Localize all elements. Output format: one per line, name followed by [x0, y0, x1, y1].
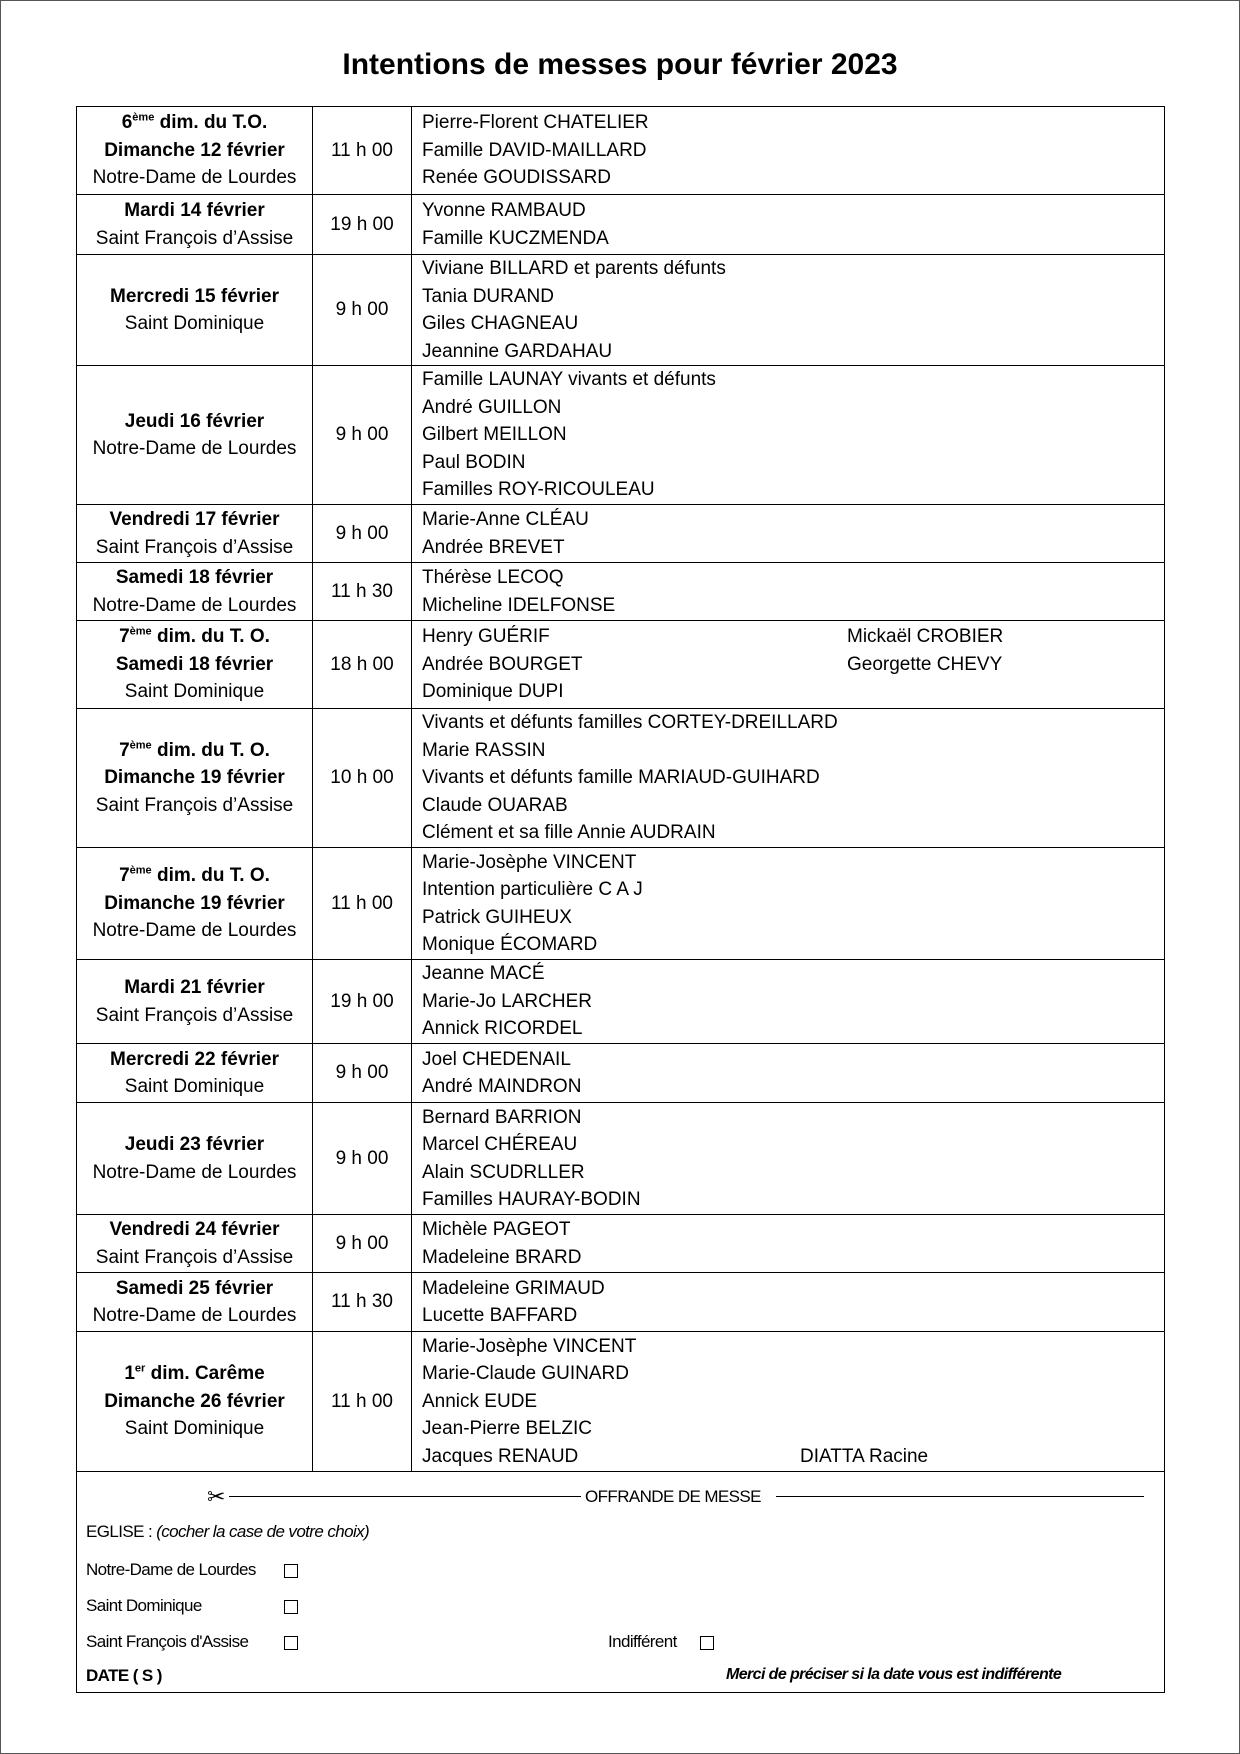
mass-date: Mercredi 15 février	[110, 285, 279, 307]
church-name: Notre-Dame de Lourdes	[92, 438, 297, 459]
day-cell	[77, 505, 313, 563]
intention-name: Alain SCUDRLLER	[422, 1161, 585, 1183]
intention-name: DIATTA Racine	[800, 1445, 929, 1467]
intention-line	[422, 1443, 1164, 1471]
option-label: Saint Dominique	[86, 1596, 202, 1615]
table-row	[77, 1215, 1165, 1273]
intention-name: André MAINDRON	[422, 1076, 582, 1097]
intention-name: Tania DURAND	[422, 285, 554, 307]
mass-date: Mardi 21 février	[124, 977, 265, 998]
day-cell	[77, 107, 313, 195]
day-cell	[77, 366, 313, 505]
intention-name: Famille KUCZMENDA	[422, 227, 609, 249]
mass-time: 9 h 00	[313, 1215, 412, 1273]
day-cell	[77, 563, 313, 621]
intention-line	[422, 1388, 1164, 1416]
intention-name: Jeannine GARDAHAU	[422, 340, 613, 362]
intentions-cell	[412, 709, 1165, 848]
mass-time: 19 h 00	[313, 195, 412, 255]
table-row	[77, 848, 1165, 960]
intention-name: Jeanne MACÉ	[422, 963, 545, 985]
checkbox-saint-dominique[interactable]	[284, 1600, 298, 1614]
cut-line	[143, 1486, 1143, 1508]
intentions-cell	[412, 1103, 1165, 1215]
table-row	[77, 107, 1165, 195]
church-name: Notre-Dame de Lourdes	[92, 1305, 297, 1326]
church-name: Notre-Dame de Lourdes	[92, 594, 297, 616]
intention-name: Marcel CHÉREAU	[422, 1134, 578, 1155]
intentions-cell	[412, 195, 1165, 255]
intention-name: Micheline IDELFONSE	[422, 594, 616, 616]
mass-time: 9 h 00	[313, 1103, 412, 1215]
liturgical-day	[77, 1360, 312, 1388]
mass-date: Dimanche 19 février	[104, 892, 285, 914]
church-name: Saint François d’Assise	[95, 536, 294, 558]
mass-date: Mercredi 22 février	[110, 1048, 279, 1070]
date-note: Merci de préciser si la date vous est indifférente	[726, 1666, 1062, 1683]
page-title: Intentions de messes pour février 2023	[342, 48, 898, 81]
checkbox-notre-dame[interactable]	[284, 1564, 298, 1578]
intention-name: Jean-Pierre BELZIC	[422, 1418, 593, 1440]
ordinal: 7	[119, 739, 130, 761]
liturgical-label: dim. du T.O.	[154, 112, 268, 134]
mass-date: Dimanche 26 février	[104, 1390, 285, 1412]
intention-name	[847, 1360, 1164, 1388]
intention-name	[847, 1415, 1164, 1443]
mass-time: 11 h 30	[313, 563, 412, 621]
intentions-cell	[412, 848, 1165, 960]
intention-name	[847, 1388, 1164, 1416]
option-indifferent	[608, 1632, 677, 1652]
ordinal: 6	[121, 112, 133, 134]
intention-name: Renée GOUDISSARD	[422, 167, 612, 189]
ordinal-suffix: ème	[129, 625, 152, 638]
intentions-cell	[412, 505, 1165, 563]
mass-time: 11 h 00	[313, 1332, 412, 1472]
mass-date: Vendredi 24 février	[109, 1219, 280, 1240]
mass-date: Dimanche 12 février	[104, 139, 285, 161]
mass-time: 9 h 00	[313, 1044, 412, 1103]
day-cell	[77, 1273, 313, 1332]
offering-coupon	[76, 1474, 1165, 1692]
church-name: Saint Dominique	[124, 1418, 265, 1440]
church-name: Saint François d’Assise	[95, 794, 294, 816]
mass-time: 19 h 00	[313, 960, 412, 1044]
intention-name: Patrick GUIHEUX	[422, 906, 572, 928]
intention-name: André GUILLON	[422, 396, 562, 418]
intention-name: Georgette CHEVY	[847, 653, 1003, 675]
scissors-icon: ✂	[207, 1484, 225, 1509]
day-cell	[77, 1332, 313, 1472]
table-row	[77, 366, 1165, 505]
mass-date: Samedi 18 février	[115, 653, 274, 675]
ordinal: 7	[119, 626, 130, 648]
intention-line	[422, 1333, 1164, 1361]
mass-time: 18 h 00	[313, 621, 412, 709]
mass-date: Jeudi 16 février	[124, 410, 265, 432]
ordinal-suffix: ème	[129, 739, 152, 752]
intention-name: Marie-Josèphe VINCENT	[422, 1335, 637, 1357]
ordinal: 7	[119, 865, 130, 887]
intention-name: Monique ÉCOMARD	[422, 934, 598, 955]
table-body	[77, 107, 1165, 1472]
table-row	[77, 621, 1165, 709]
day-cell	[77, 848, 313, 960]
intention-name: Vivants et défunts famille MARIAUD-GUIHARD	[422, 767, 820, 789]
ordinal-suffix: ème	[129, 864, 152, 877]
option-saint-francois	[86, 1632, 248, 1652]
intention-name: Paul BODIN	[422, 451, 526, 473]
day-cell	[77, 195, 313, 255]
intention-name: Lucette BAFFARD	[422, 1305, 578, 1326]
intention-name: Madeleine BRARD	[422, 1246, 582, 1268]
intention-line	[422, 1360, 1164, 1388]
liturgical-label: dim. du T. O.	[151, 739, 270, 761]
liturgical-label: dim. du T. O.	[151, 626, 270, 648]
table-row	[77, 1044, 1165, 1103]
intention-name: Madeleine GRIMAUD	[422, 1277, 605, 1299]
offrande-heading: OFFRANDE DE MESSE	[585, 1487, 761, 1506]
intention-line	[422, 1415, 1164, 1443]
ordinal-suffix: er	[134, 1362, 146, 1375]
checkbox-indifferent[interactable]	[700, 1636, 714, 1650]
option-label: Indifférent	[608, 1632, 677, 1651]
intention-name: Michèle PAGEOT	[422, 1219, 571, 1240]
church-name: Notre-Dame de Lourdes	[92, 1161, 297, 1183]
liturgical-day	[77, 623, 312, 651]
mass-date: Dimanche 19 février	[104, 767, 285, 789]
table-row	[77, 195, 1165, 255]
liturgical-day	[77, 737, 312, 765]
intention-name: Bernard BARRION	[422, 1106, 582, 1128]
intention-name: Familles ROY-RICOULEAU	[422, 479, 655, 501]
mass-intentions-table	[76, 106, 1165, 1472]
liturgical-day	[77, 109, 312, 137]
mass-date: Mardi 14 février	[124, 200, 265, 221]
mass-date: Jeudi 23 février	[124, 1134, 265, 1155]
intention-name: Clément et sa fille Annie AUDRAIN	[422, 822, 716, 844]
mass-time: 10 h 00	[313, 709, 412, 848]
mass-time: 11 h 30	[313, 1273, 412, 1332]
table-row	[77, 1273, 1165, 1332]
option-label: Saint François d'Assise	[86, 1632, 249, 1651]
intention-name: Annick RICORDEL	[422, 1018, 583, 1040]
day-cell	[77, 1044, 313, 1103]
eglise-label-text: EGLISE :	[86, 1522, 157, 1541]
intention-name: Vivants et défunts familles CORTEY-DREILLARD	[422, 712, 838, 734]
mass-date: Samedi 18 février	[115, 567, 274, 588]
intention-name	[847, 1333, 1164, 1361]
mass-date: Samedi 25 février	[115, 1277, 274, 1299]
liturgical-label: dim. Carême	[145, 1363, 265, 1385]
intention-name: Marie-Jo LARCHER	[422, 990, 592, 1012]
intentions-cell	[412, 1044, 1165, 1103]
intention-name: Pierre-Florent CHATELIER	[422, 112, 649, 134]
intention-name: Andrée BREVET	[422, 536, 565, 558]
table-row	[77, 960, 1165, 1044]
option-label: Notre-Dame de Lourdes	[86, 1560, 256, 1579]
intention-line	[422, 623, 1164, 651]
intention-name: Dominique DUPI	[422, 681, 564, 703]
intention-name: Familles HAURAY-BODIN	[422, 1189, 641, 1210]
intentions-cell	[412, 107, 1165, 195]
mass-date: Vendredi 17 février	[109, 509, 280, 530]
church-name: Notre-Dame de Lourdes	[92, 167, 297, 189]
intention-name	[847, 678, 1164, 706]
church-name: Saint Dominique	[124, 681, 265, 703]
intention-name: Claude OUARAB	[422, 794, 568, 816]
church-name: Saint François d’Assise	[95, 227, 294, 249]
day-cell	[77, 1103, 313, 1215]
intention-line	[422, 651, 1164, 679]
day-cell	[77, 960, 313, 1044]
table-row	[77, 1332, 1165, 1472]
intention-name: Gilbert MEILLON	[422, 424, 567, 446]
intentions-cell	[412, 1215, 1165, 1273]
eglise-hint: (cocher la case de votre choix)	[156, 1522, 370, 1541]
intention-name: Marie RASSIN	[422, 739, 546, 761]
intention-line	[422, 678, 1164, 706]
intention-name: Marie-Claude GUINARD	[422, 1363, 629, 1385]
intentions-cell	[412, 621, 1165, 709]
intention-name: Marie-Josèphe VINCENT	[422, 851, 637, 873]
mass-time: 11 h 00	[313, 848, 412, 960]
intention-name: Jacques RENAUD	[422, 1445, 579, 1467]
intention-name: Thérèse LECOQ	[422, 567, 564, 588]
option-saint-dominique	[86, 1596, 202, 1616]
option-notre-dame	[86, 1560, 256, 1580]
intention-name: Viviane BILLARD et parents défunts	[422, 258, 726, 279]
table-row	[77, 563, 1165, 621]
ordinal: 1	[124, 1363, 135, 1385]
day-cell	[77, 709, 313, 848]
intention-name: Famille LAUNAY vivants et défunts	[422, 369, 716, 391]
intention-name: Marie-Anne CLÉAU	[422, 509, 589, 530]
intention-name: Famille DAVID-MAILLARD	[422, 139, 647, 161]
church-name: Saint François d’Assise	[95, 1246, 294, 1268]
church-name: Saint Dominique	[124, 313, 265, 334]
cut-rule-right	[776, 1496, 1144, 1497]
day-cell	[77, 255, 313, 366]
intentions-cell	[412, 1273, 1165, 1332]
intention-name: Mickaël CROBIER	[847, 626, 1004, 648]
table-row	[77, 505, 1165, 563]
liturgical-label: dim. du T. O.	[151, 865, 270, 887]
liturgical-day	[77, 862, 312, 890]
cut-rule-left	[229, 1496, 581, 1497]
eglise-label	[86, 1522, 369, 1542]
date-label: DATE ( S )	[86, 1666, 162, 1685]
intention-name: Joel CHEDENAIL	[422, 1048, 571, 1070]
intention-name: Intention particulière C A J	[422, 879, 643, 900]
mass-time: 9 h 00	[313, 255, 412, 366]
intentions-cell	[412, 366, 1165, 505]
intentions-cell	[412, 255, 1165, 366]
intention-name: Andrée BOURGET	[422, 653, 583, 675]
intention-name: Annick EUDE	[422, 1390, 538, 1412]
intention-name: Giles CHAGNEAU	[422, 313, 579, 334]
ordinal-suffix: ème	[132, 111, 155, 124]
church-name: Saint Dominique	[124, 1076, 265, 1097]
intentions-cell	[412, 563, 1165, 621]
table-row	[77, 255, 1165, 366]
table-row	[77, 709, 1165, 848]
mass-time: 9 h 00	[313, 505, 412, 563]
intentions-cell	[412, 1332, 1165, 1472]
church-name: Saint François d’Assise	[95, 1004, 294, 1026]
mass-time: 11 h 00	[313, 107, 412, 195]
church-name: Notre-Dame de Lourdes	[92, 920, 297, 942]
day-cell	[77, 621, 313, 709]
table-row	[77, 1103, 1165, 1215]
intentions-cell	[412, 960, 1165, 1044]
mass-time: 9 h 00	[313, 366, 412, 505]
checkbox-saint-francois[interactable]	[284, 1636, 298, 1650]
intention-name: Yvonne RAMBAUD	[422, 200, 586, 221]
intention-name: Henry GUÉRIF	[422, 626, 550, 648]
day-cell	[77, 1215, 313, 1273]
